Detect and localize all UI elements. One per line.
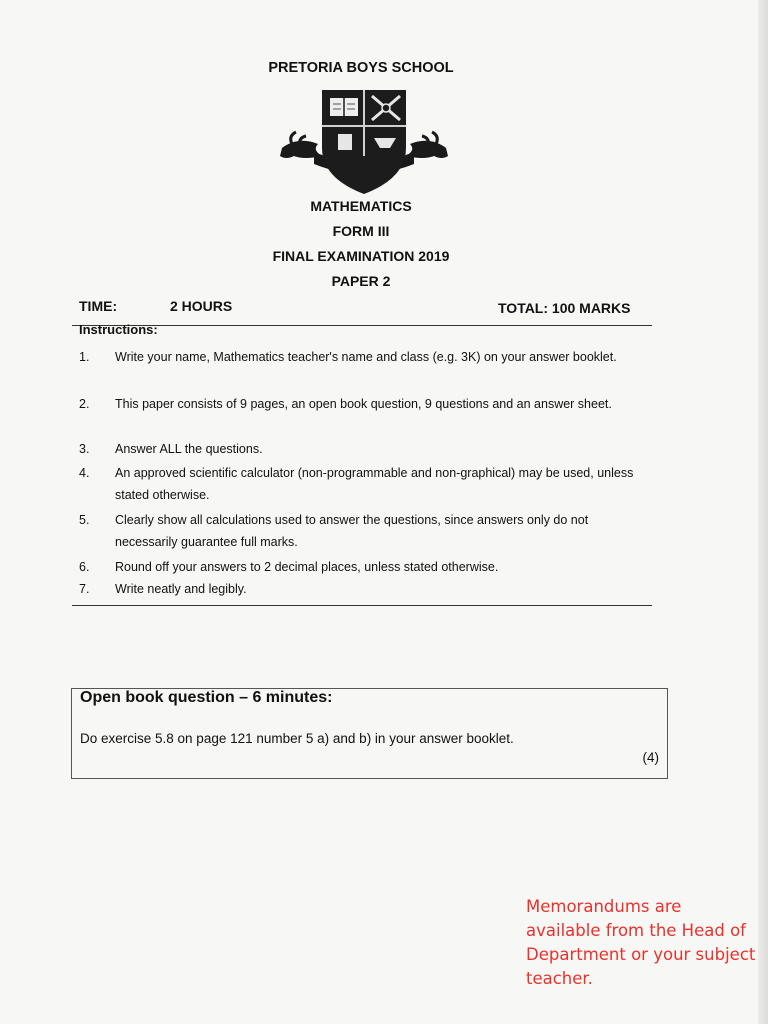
instruction-number: 5.	[79, 513, 90, 527]
school-crest-icon	[278, 86, 450, 198]
divider	[72, 325, 652, 326]
school-name: PRETORIA BOYS SCHOOL	[268, 60, 454, 76]
open-book-text: Do exercise 5.8 on page 121 number 5 a) and b) in your answer booklet.	[80, 731, 514, 746]
time-value: 2 HOURS	[170, 298, 233, 314]
paper-number: PAPER 2	[331, 273, 391, 289]
instruction-number: 2.	[79, 397, 90, 411]
instruction-text: Write neatly and legibly.	[115, 582, 247, 596]
instruction-text: An approved scientific calculator (non-programmable and non-graphical) may be used, unless stated otherwise.	[115, 466, 634, 502]
instruction-text: Write your name, Mathematics teacher's name and class (e.g. 3K) on your answer booklet.	[115, 350, 617, 364]
instruction-text: Clearly show all calculations used to answer the questions, since answers only do not necessarily guarantee full marks.	[115, 513, 589, 549]
page-edge	[758, 0, 768, 1024]
instruction-number: 4.	[79, 466, 90, 480]
instruction-text: Round off your answers to 2 decimal places, unless stated otherwise.	[115, 560, 499, 574]
open-book-title: Open book question – 6 minutes:	[80, 689, 333, 706]
divider	[72, 605, 652, 606]
open-book-marks: (4)	[642, 750, 659, 765]
subject-title: MATHEMATICS	[310, 198, 412, 214]
instruction-text: Answer ALL the questions.	[115, 442, 263, 456]
instruction-text: This paper consists of 9 pages, an open book question, 9 questions and an answer sheet.	[115, 397, 612, 411]
instruction-number: 1.	[79, 350, 90, 364]
instruction-number: 7.	[79, 582, 90, 596]
open-book-box	[71, 688, 668, 779]
form-level: FORM III	[332, 223, 390, 239]
instruction-number: 3.	[79, 442, 90, 456]
time-label: TIME:	[79, 298, 118, 314]
total-marks: TOTAL: 100 MARKS	[498, 300, 631, 316]
instructions-heading: Instructions:	[79, 322, 158, 337]
exam-title: FINAL EXAMINATION 2019	[272, 248, 450, 264]
memo-note: Memorandums are available from the Head of Department or your subject teacher.	[526, 897, 756, 988]
instruction-number: 6.	[79, 560, 90, 574]
